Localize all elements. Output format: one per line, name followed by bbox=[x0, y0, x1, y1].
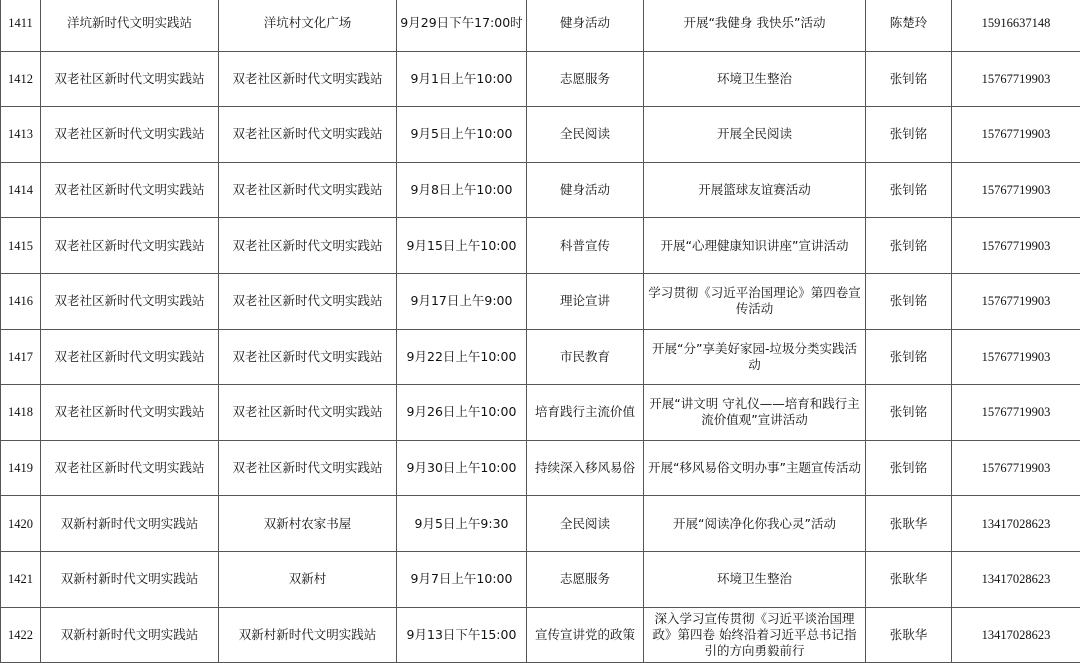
phone-cell: 15767719903 bbox=[952, 440, 1080, 496]
location-cell: 双老社区新时代文明实践站 bbox=[219, 440, 397, 496]
category-cell: 市民教育 bbox=[527, 329, 644, 385]
station-cell: 双新村新时代文明实践站 bbox=[41, 496, 219, 552]
category-cell: 科普宣传 bbox=[527, 218, 644, 274]
location-cell: 双老社区新时代文明实践站 bbox=[219, 107, 397, 163]
table-row bbox=[1, 385, 1080, 441]
time-cell: 9月1日上午10:00 bbox=[397, 51, 527, 107]
time-cell: 9月15日上午10:00 bbox=[397, 218, 527, 274]
location-cell: 双新村 bbox=[219, 551, 397, 607]
station-cell: 双老社区新时代文明实践站 bbox=[41, 385, 219, 441]
content-cell: 环境卫生整治 bbox=[644, 51, 866, 107]
table-row bbox=[1, 607, 1080, 663]
category-cell: 志愿服务 bbox=[527, 551, 644, 607]
location-cell: 双老社区新时代文明实践站 bbox=[219, 162, 397, 218]
content-cell: 开展全民阅读 bbox=[644, 107, 866, 163]
location-cell: 双老社区新时代文明实践站 bbox=[219, 218, 397, 274]
time-cell: 9月8日上午10:00 bbox=[397, 162, 527, 218]
contact-cell: 陈楚玲 bbox=[866, 0, 952, 51]
phone-cell: 15767719903 bbox=[952, 51, 1080, 107]
row-number-cell: 1414 bbox=[1, 162, 41, 218]
phone-cell: 15767719903 bbox=[952, 385, 1080, 441]
phone-cell: 13417028623 bbox=[952, 551, 1080, 607]
contact-cell: 张钊铭 bbox=[866, 440, 952, 496]
table-row bbox=[1, 107, 1080, 163]
table-row bbox=[1, 51, 1080, 107]
contact-cell: 张钊铭 bbox=[866, 107, 952, 163]
row-number-cell: 1420 bbox=[1, 496, 41, 552]
station-cell: 双老社区新时代文明实践站 bbox=[41, 218, 219, 274]
content-cell: 开展“移风易俗文明办事”主题宣传活动 bbox=[644, 440, 866, 496]
contact-cell: 张耿华 bbox=[866, 551, 952, 607]
location-cell: 双新村农家书屋 bbox=[219, 496, 397, 552]
content-cell: 深入学习宣传贯彻《习近平谈治国理政》第四卷 始终沿着习近平总书记指引的方向勇毅前行 bbox=[644, 607, 866, 663]
time-cell: 9月22日上午10:00 bbox=[397, 329, 527, 385]
row-number-cell: 1412 bbox=[1, 51, 41, 107]
phone-cell: 15767719903 bbox=[952, 273, 1080, 329]
phone-cell: 13417028623 bbox=[952, 496, 1080, 552]
time-cell: 9月5日上午10:00 bbox=[397, 107, 527, 163]
location-cell: 双新村新时代文明实践站 bbox=[219, 607, 397, 663]
table-row bbox=[1, 440, 1080, 496]
contact-cell: 张耿华 bbox=[866, 496, 952, 552]
content-cell: 开展“阅读净化你我心灵”活动 bbox=[644, 496, 866, 552]
content-cell: 学习贯彻《习近平治国理论》第四卷宣传活动 bbox=[644, 273, 866, 329]
row-number-cell: 1411 bbox=[1, 0, 41, 51]
table-row bbox=[1, 218, 1080, 274]
contact-cell: 张钊铭 bbox=[866, 385, 952, 441]
content-cell: 开展“分”享美好家园-垃圾分类实践活动 bbox=[644, 329, 866, 385]
phone-cell: 15767719903 bbox=[952, 162, 1080, 218]
table-row bbox=[1, 496, 1080, 552]
time-cell: 9月30日上午10:00 bbox=[397, 440, 527, 496]
contact-cell: 张钊铭 bbox=[866, 51, 952, 107]
row-number-cell: 1418 bbox=[1, 385, 41, 441]
station-cell: 双老社区新时代文明实践站 bbox=[41, 107, 219, 163]
category-cell: 持续深入移风易俗 bbox=[527, 440, 644, 496]
category-cell: 志愿服务 bbox=[527, 51, 644, 107]
row-number-cell: 1413 bbox=[1, 107, 41, 163]
phone-cell: 15767719903 bbox=[952, 107, 1080, 163]
table-row bbox=[1, 0, 1080, 51]
station-cell: 双新村新时代文明实践站 bbox=[41, 551, 219, 607]
location-cell: 洋坑村文化广场 bbox=[219, 0, 397, 51]
row-number-cell: 1421 bbox=[1, 551, 41, 607]
time-cell: 9月26日上午10:00 bbox=[397, 385, 527, 441]
category-cell: 培育践行主流价值 bbox=[527, 385, 644, 441]
category-cell: 健身活动 bbox=[527, 0, 644, 51]
content-cell: 开展“心理健康知识讲座”宣讲活动 bbox=[644, 218, 866, 274]
phone-cell: 13417028623 bbox=[952, 607, 1080, 663]
table-row bbox=[1, 273, 1080, 329]
row-number-cell: 1422 bbox=[1, 607, 41, 663]
row-number-cell: 1416 bbox=[1, 273, 41, 329]
location-cell: 双老社区新时代文明实践站 bbox=[219, 273, 397, 329]
phone-cell: 15916637148 bbox=[952, 0, 1080, 51]
table-row bbox=[1, 162, 1080, 218]
phone-cell: 15767719903 bbox=[952, 218, 1080, 274]
content-cell: 开展篮球友谊赛活动 bbox=[644, 162, 866, 218]
station-cell: 双老社区新时代文明实践站 bbox=[41, 329, 219, 385]
contact-cell: 张钊铭 bbox=[866, 162, 952, 218]
time-cell: 9月17日上午9:00 bbox=[397, 273, 527, 329]
station-cell: 双新村新时代文明实践站 bbox=[41, 607, 219, 663]
table-row bbox=[1, 551, 1080, 607]
content-cell: 开展“讲文明 守礼仪——培育和践行主流价值观”宣讲活动 bbox=[644, 385, 866, 441]
location-cell: 双老社区新时代文明实践站 bbox=[219, 51, 397, 107]
category-cell: 理论宣讲 bbox=[527, 273, 644, 329]
location-cell: 双老社区新时代文明实践站 bbox=[219, 385, 397, 441]
row-number-cell: 1419 bbox=[1, 440, 41, 496]
contact-cell: 张耿华 bbox=[866, 607, 952, 663]
contact-cell: 张钊铭 bbox=[866, 329, 952, 385]
contact-cell: 张钊铭 bbox=[866, 273, 952, 329]
station-cell: 双老社区新时代文明实践站 bbox=[41, 51, 219, 107]
phone-cell: 15767719903 bbox=[952, 329, 1080, 385]
time-cell: 9月7日上午10:00 bbox=[397, 551, 527, 607]
station-cell: 双老社区新时代文明实践站 bbox=[41, 440, 219, 496]
row-number-cell: 1417 bbox=[1, 329, 41, 385]
category-cell: 宣传宣讲党的政策 bbox=[527, 607, 644, 663]
time-cell: 9月29日下午17:00时 bbox=[397, 0, 527, 51]
station-cell: 双老社区新时代文明实践站 bbox=[41, 273, 219, 329]
time-cell: 9月13日下午15:00 bbox=[397, 607, 527, 663]
location-cell: 双老社区新时代文明实践站 bbox=[219, 329, 397, 385]
station-cell: 双老社区新时代文明实践站 bbox=[41, 162, 219, 218]
category-cell: 全民阅读 bbox=[527, 496, 644, 552]
content-cell: 环境卫生整治 bbox=[644, 551, 866, 607]
table-row bbox=[1, 329, 1080, 385]
table-body bbox=[1, 0, 1080, 663]
station-cell: 洋坑新时代文明实践站 bbox=[41, 0, 219, 51]
row-number-cell: 1415 bbox=[1, 218, 41, 274]
time-cell: 9月5日上午9:30 bbox=[397, 496, 527, 552]
content-cell: 开展“我健身 我快乐”活动 bbox=[644, 0, 866, 51]
contact-cell: 张钊铭 bbox=[866, 218, 952, 274]
category-cell: 全民阅读 bbox=[527, 107, 644, 163]
category-cell: 健身活动 bbox=[527, 162, 644, 218]
